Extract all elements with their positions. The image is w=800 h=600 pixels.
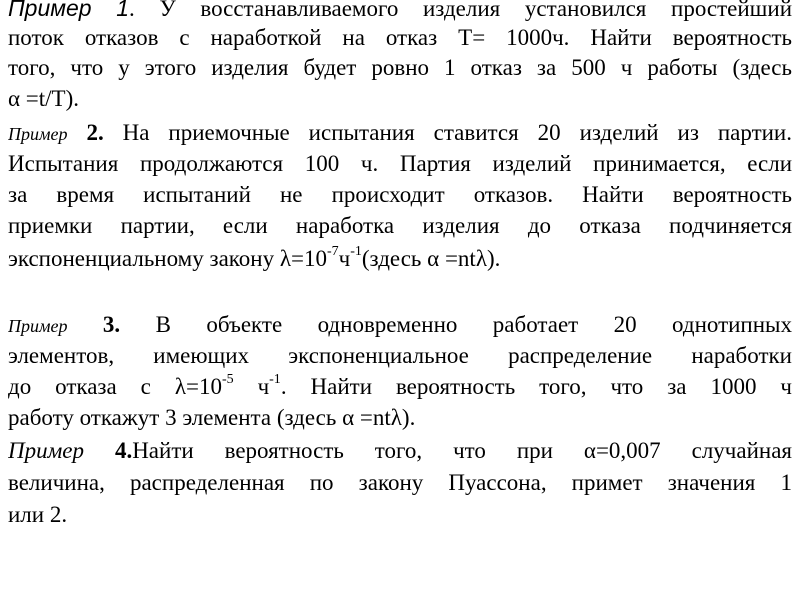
- problem-2-exponent-2: -1: [350, 244, 362, 260]
- problem-3-number: 3.: [102, 312, 121, 337]
- problem-4-line-2: величина, распределенная по закону Пуассона, примет значения 1: [8, 470, 792, 495]
- problem-4-number: 4.: [114, 438, 133, 463]
- problem-3-label: Пример: [8, 316, 68, 336]
- problem-1-label: Пример: [8, 0, 92, 21]
- problem-2-label: Пример: [8, 124, 68, 144]
- problem-4-line-1: [8, 436, 792, 466]
- problem-4-label: Пример: [8, 438, 84, 463]
- problem-2-line-4: приемки партии, если наработка изделия до отказа подчиняется: [8, 213, 792, 238]
- problem-2-text-5a: экспоненциальному закону λ=10: [8, 246, 327, 271]
- problem-2-text-5b: ч: [338, 246, 351, 271]
- problem-1-line-1: [8, 0, 792, 23]
- problem-1-text-1: . У восстанавливаемого изделия установился простейший: [129, 0, 792, 21]
- problem-3-line-4: работу откажут 3 элемента (здесь α =ntλ).: [8, 405, 416, 430]
- problem-3-line-2: элементов, имеющих экспоненциальное распределение наработки: [8, 343, 792, 368]
- problem-3-exponent-2: -1: [269, 372, 281, 388]
- problem-3-line-3: [8, 372, 792, 402]
- problem-2-exponent-1: -7: [326, 244, 339, 260]
- problem-2-number: 2.: [86, 120, 104, 145]
- problem-2-line-2: Испытания продолжаются 100 ч. Партия изделий принимается, если: [8, 151, 792, 176]
- problem-2-line-5: [8, 244, 792, 274]
- problem-3-text-3c: . Найти вероятность того, что за 1000 ч: [280, 374, 792, 399]
- problem-1-line-3: того, что у этого изделия будет ровно 1 отказ за 500 ч работы (здесь: [8, 55, 792, 80]
- problem-3-line-1: [8, 310, 792, 340]
- problem-1-number: 1: [116, 0, 130, 21]
- problem-1-line-4: α =t/T).: [8, 86, 80, 111]
- problem-2-line-3: за время испытаний не происходит отказов. Найти вероятность: [8, 182, 792, 207]
- problem-3-text-3a: до отказа с λ=10: [8, 374, 222, 399]
- problem-3-text-3b: ч: [233, 374, 270, 399]
- problem-4-text-1: Найти вероятность того, что при α=0,007 случайная: [132, 438, 792, 463]
- problem-2-text-5c: (здесь α =ntλ).: [361, 246, 501, 271]
- problem-2-text-1: На приемочные испытания ставится 20 изделий из партии.: [103, 120, 792, 145]
- problem-3-text-1: В объекте одновременно работает 20 однотипных: [120, 312, 792, 337]
- problem-3-exponent-1: -5: [221, 372, 234, 388]
- problem-2-line-1: [8, 118, 792, 148]
- problem-1-line-2: поток отказов с наработкой на отказ T= 1000ч. Найти вероятность: [8, 25, 792, 50]
- problem-4-line-3: или 2.: [8, 502, 68, 527]
